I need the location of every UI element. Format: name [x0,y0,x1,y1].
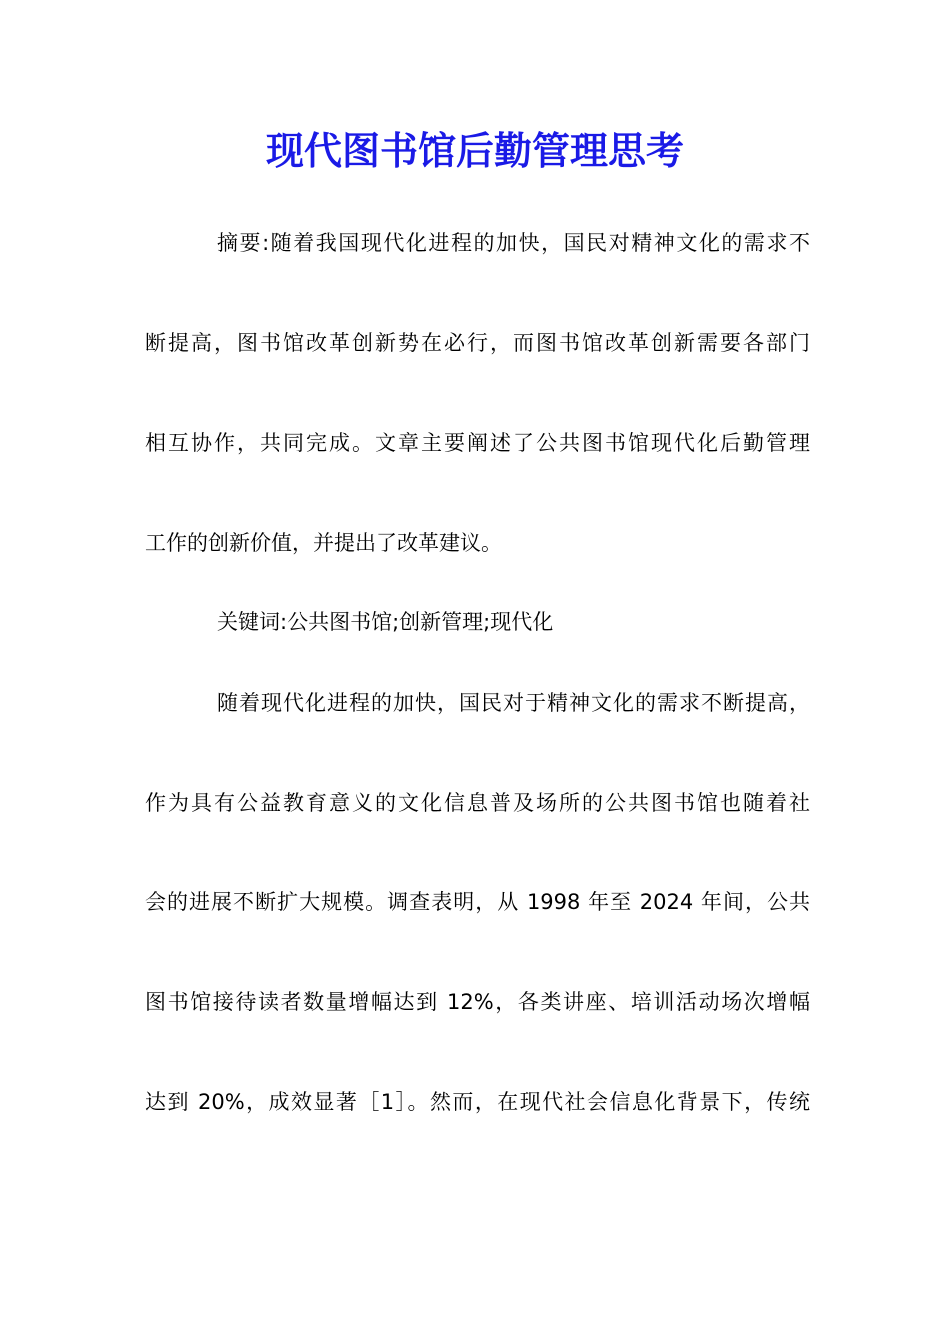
body-line: 达到 20%，成效显著［1］。然而，在现代社会信息化背景下，传统 [145,1090,810,1114]
body-line: 随着现代化进程的加快，国民对于精神文化的需求不断提高， [217,691,810,715]
body-line: 会的进展不断扩大规模。调查表明，从 1998 年至 2024 年间，公共 [145,890,810,914]
abstract-line: 工作的创新价值，并提出了改革建议。 [145,531,502,555]
abstract-line: 相互协作，共同完成。文章主要阐述了公共图书馆现代化后勤管理 [145,431,810,455]
body-line: 作为具有公益教育意义的文化信息普及场所的公共图书馆也随着社 [145,791,810,815]
abstract-line: 断提高，图书馆改革创新势在必行，而图书馆改革创新需要各部门 [145,331,810,355]
abstract-line: 摘要:随着我国现代化进程的加快，国民对精神文化的需求不 [217,231,810,255]
body-line: 图书馆接待读者数量增幅达到 12%，各类讲座、培训活动场次增幅 [145,990,810,1014]
keywords: 关键词:公共图书馆;创新管理;现代化 [217,610,554,634]
document-title: 现代图书馆后勤管理思考 [265,128,684,173]
